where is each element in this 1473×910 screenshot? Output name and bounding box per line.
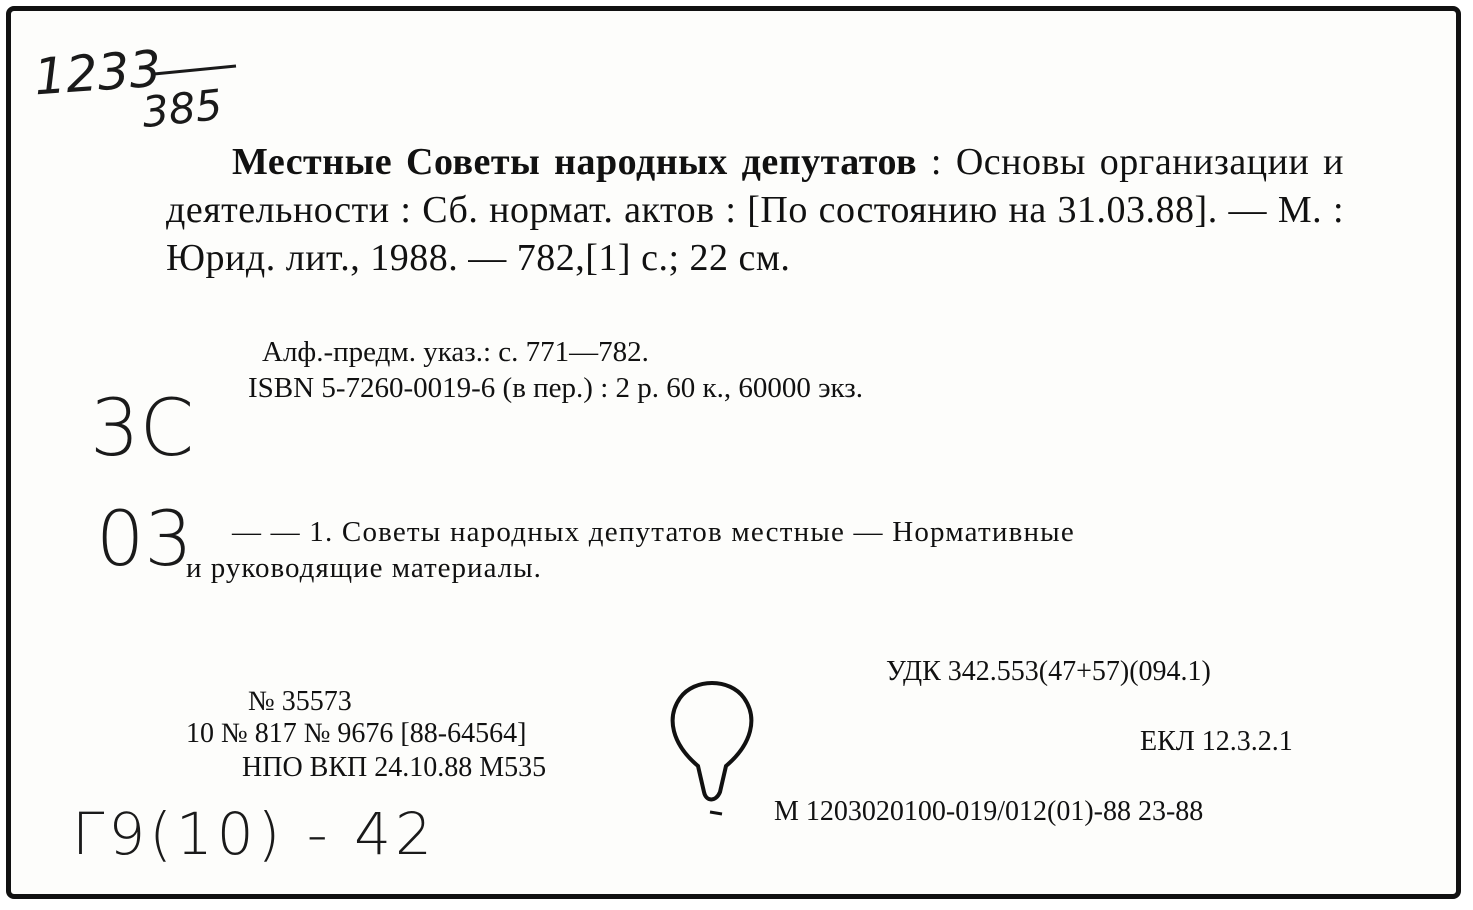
book-title: Местные Советы народных депутатов — [232, 141, 918, 183]
printer-mark-icon — [662, 672, 762, 832]
class-mark: 3C — [90, 384, 195, 474]
description-text: : Основы организации и деятельности : Сб. нормат. актов : [По состоянию на 31.03.88]. — М. : Юрид. лит., 1988. — 782,[1] с.; 22 см. — [166, 141, 1344, 279]
bibliographic-description — [166, 138, 1344, 282]
print-number: № 35573 — [248, 686, 352, 717]
m-code: М 1203020100-019/012(01)-88 23-88 — [774, 796, 1204, 827]
shelf-mark-top: 1233 — [32, 39, 164, 107]
print-house: НПО ВКП 24.10.88 М535 — [242, 752, 547, 783]
ekl-code: ЕКЛ 12.3.2.1 — [1140, 726, 1293, 757]
index-note: Алф.-предм. указ.: с. 771—782. — [262, 336, 649, 368]
subject-heading-line-2: и руководящие материалы. — [186, 552, 542, 584]
handwritten-bottom-mark: Г9(10) - 42 — [72, 800, 436, 868]
subject-heading-line-1: — — 1. Советы народных депутатов местные — Нормативные — [232, 516, 1075, 548]
udk-code: УДК 342.553(47+57)(094.1) — [886, 656, 1211, 687]
print-order: 10 № 817 № 9676 [88-64564] — [186, 718, 527, 749]
shelf-mark-fraction-line — [150, 60, 240, 80]
shelf-mark-bottom: 385 — [139, 79, 225, 138]
subject-code: 03 — [96, 494, 193, 583]
isbn-note: ISBN 5-7260-0019-6 (в пер.) : 2 р. 60 к., 60000 экз. — [248, 372, 863, 404]
